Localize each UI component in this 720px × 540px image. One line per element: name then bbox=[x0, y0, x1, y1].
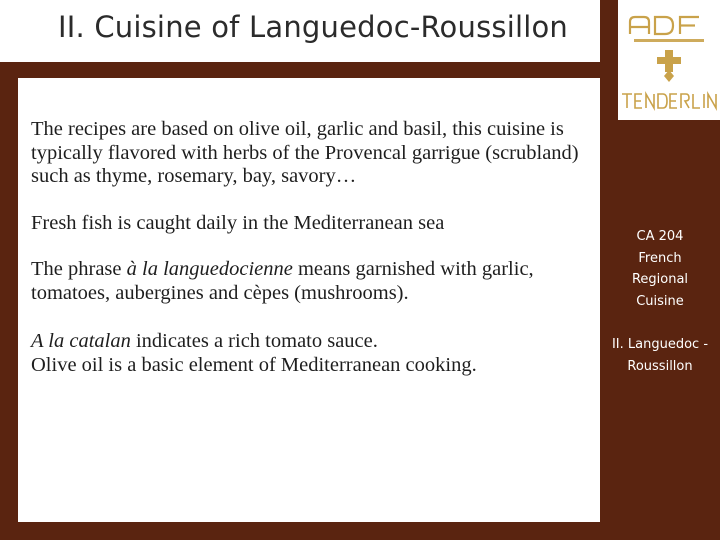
cross-icon bbox=[657, 50, 681, 82]
chapter-line: II. Languedoc - bbox=[611, 337, 709, 352]
course-line: CA 204 bbox=[636, 229, 684, 244]
course-line: Cuisine bbox=[636, 293, 684, 309]
logo-graphic bbox=[618, 0, 720, 120]
course-label bbox=[600, 226, 720, 312]
adf-letters-icon bbox=[630, 17, 699, 34]
course-line: Regional bbox=[631, 272, 689, 287]
paragraph-languedocienne bbox=[31, 258, 586, 305]
content-body bbox=[31, 118, 586, 377]
paragraph-fish: Fresh fish is caught daily in the Mediterranean sea bbox=[31, 211, 445, 234]
tenderlin-letters-icon bbox=[622, 94, 716, 108]
p4-text-after: indicates a rich tomato sauce. bbox=[130, 330, 378, 352]
chapter-line: Roussillon bbox=[627, 358, 693, 374]
slide-title: II. Cuisine of Languedoc-Roussillon bbox=[58, 10, 568, 44]
adf-tenderlin-logo bbox=[618, 0, 720, 120]
p3-text-before: The phrase bbox=[31, 258, 127, 280]
chapter-label bbox=[600, 334, 720, 377]
paragraph-catalan bbox=[31, 330, 586, 377]
course-line: French bbox=[638, 250, 682, 266]
paragraph-herbs: The recipes are based on olive oil, garlic and basil, this cuisine is typically flavored with herbs of the Provencal garrigue (scrubland) such as thyme, rosemary, bay, savory… bbox=[31, 118, 579, 187]
p4-line2: Olive oil is a basic element of Mediterranean cooking. bbox=[31, 353, 477, 376]
term-languedocienne: à la languedocienne bbox=[126, 258, 293, 280]
p3-text-after: means garnished with garlic, tomatoes, aubergines and cèpes (mushrooms). bbox=[31, 258, 534, 304]
term-catalan: A la catalan bbox=[31, 330, 131, 352]
